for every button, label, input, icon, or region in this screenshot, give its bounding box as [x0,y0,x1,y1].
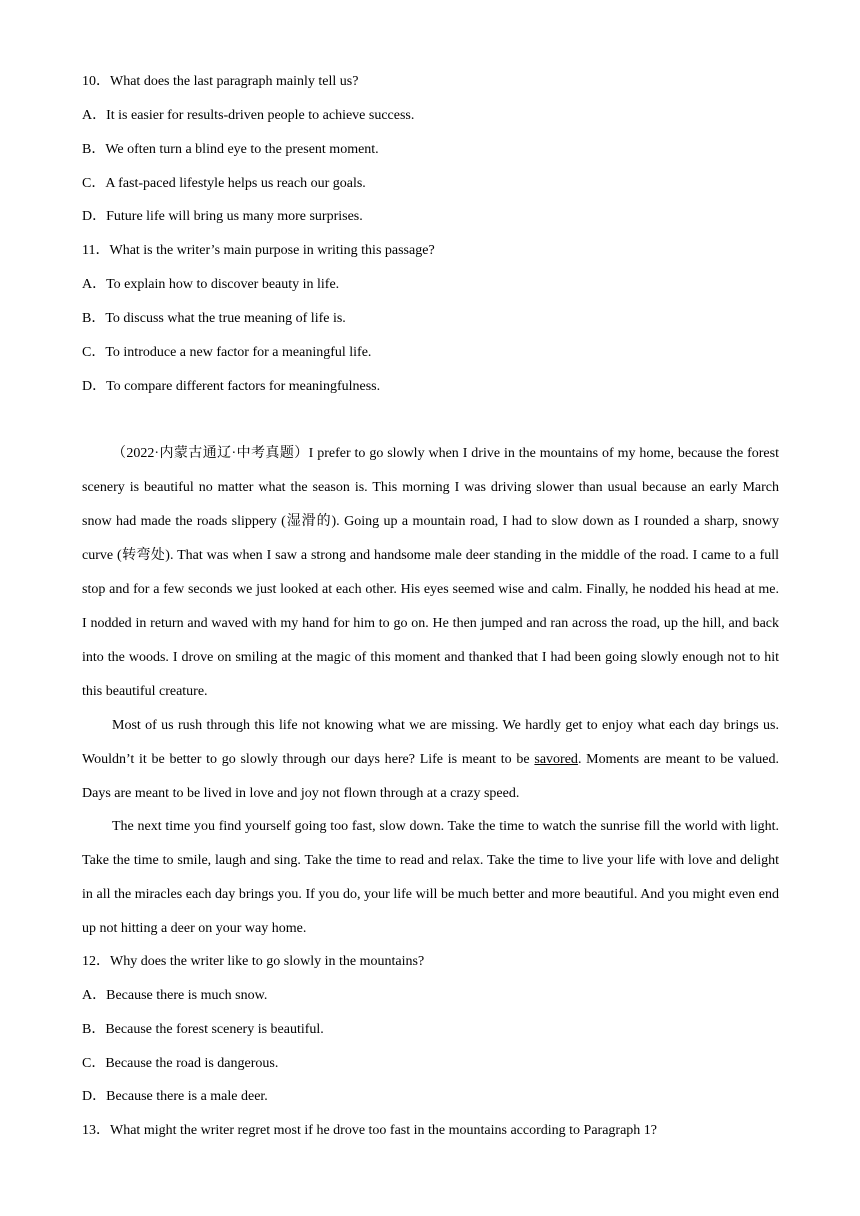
question-10: 10．What does the last paragraph mainly tell us? [82,74,359,89]
question-10-option-c: C．A fast-paced lifestyle helps us reach our goals. [82,176,366,191]
question-10-option-a: A．It is easier for results-driven people to achieve success. [82,108,415,123]
passage-paragraph-3: The next time you find yourself going too fast, slow down. Take the time to watch the sunrise fill the world with light. Take the time to smile, laugh and sing. Take the time to read and relax. Take the time to live your life with love and delight in all the miracles each day brings you. If you do, your life will be much better and more beautiful. And you might even end up not hitting a deer on your way home. [82,819,779,936]
question-11-option-a: A．To explain how to discover beauty in life. [82,277,340,292]
question-10-option-d: D．Future life will bring us many more surprises. [82,209,363,224]
underlined-word-savored: savored [534,752,578,767]
question-10-option-b: B．We often turn a blind eye to the present moment. [82,142,379,157]
passage-paragraph-2-text-b: . Moments are meant to be valued. Days are meant to be lived in love and joy not flown through at a crazy speed. [82,752,779,801]
passage-paragraph-1: （2022·内蒙古通辽·中考真题）I prefer to go slowly when I drive in the mountains of my home, because the forest scenery is beautiful no matter what the season is. This morning I was driving slower than usual because an early March snow had made the roads slippery (湿滑的). Going up a mountain road, I had to slow down as I rounded a sharp, snowy curve (转弯处). That was when I saw a strong and handsome male deer standing in the middle of the road. I came to a full stop and for a few seconds we just looked at each other. His eyes seemed wise and calm. Finally, he nodded his head at me. I nodded in return and waved with my hand for him to go on. He then jumped and ran across the road, up the hill, and back into the woods. I drove on smiling at the magic of this moment and thanked that I had been going slowly enough not to hit this beautiful creature. [82,446,779,699]
question-12: 12．Why does the writer like to go slowly in the mountains? [82,954,425,969]
question-12-option-d: D．Because there is a male deer. [82,1089,268,1104]
passage-paragraph-2-text-a: Most of us rush through this life not knowing what we are missing. We hardly get to enjoy what each day brings us. Wouldn’t it be better to go slowly through our days here? Life is meant to be [82,718,779,767]
question-12-option-c: C．Because the road is dangerous. [82,1056,279,1071]
question-11-option-d: D．To compare different factors for meaningfulness. [82,379,381,394]
question-11-option-b: B．To discuss what the true meaning of life is. [82,311,346,326]
question-13: 13．What might the writer regret most if he drove too fast in the mountains according to Paragraph 1? [82,1123,658,1138]
question-12-option-a: A．Because there is much snow. [82,988,268,1003]
passage-paragraph-2 [82,709,779,811]
question-11: 11．What is the writer’s main purpose in writing this passage? [82,243,435,258]
question-11-option-c: C．To introduce a new factor for a meaningful life. [82,345,372,360]
question-12-option-b: B．Because the forest scenery is beautiful. [82,1022,324,1037]
